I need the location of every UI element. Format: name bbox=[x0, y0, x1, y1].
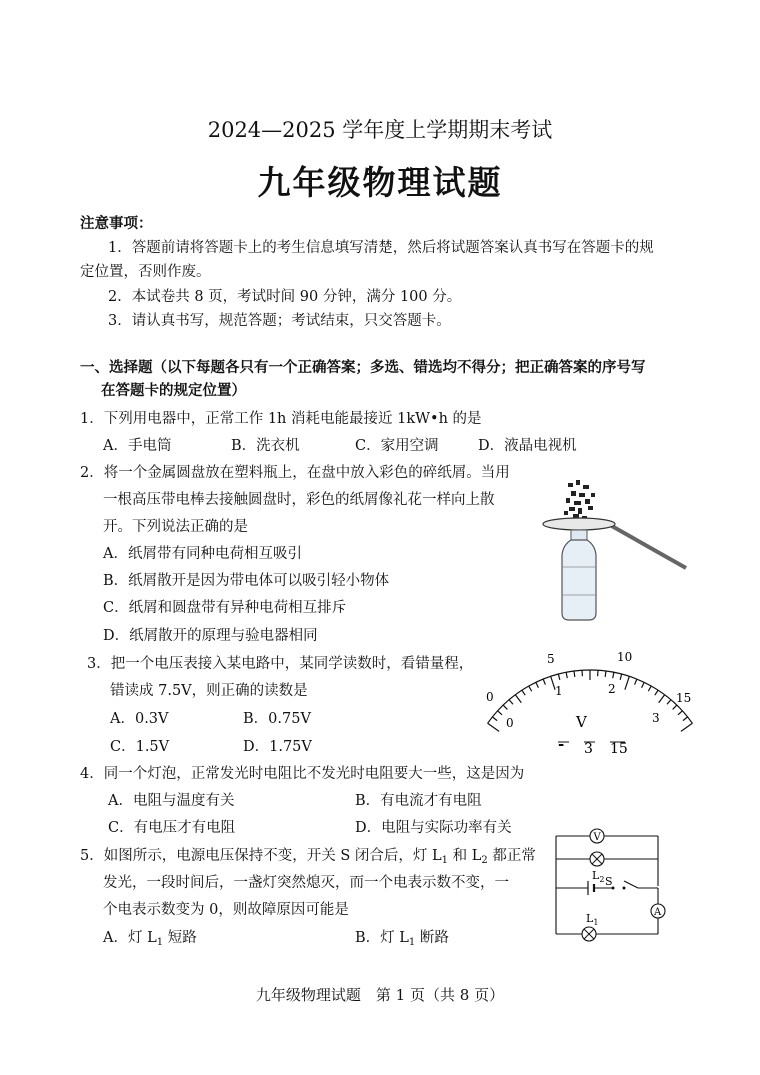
q4-option-a: A．电阻与温度有关 bbox=[108, 793, 235, 809]
charged-rod bbox=[610, 525, 686, 568]
question-5-stem-cont: 发光，一段时间后，一盏灯突然熄灭，而一个电表示数不变，一 bbox=[103, 875, 509, 891]
question-1-stem: 1．下列用电器中，正常工作 1h 消耗电能最接近 1kW•h 的是 bbox=[80, 411, 482, 427]
q2-option-b: B．纸屑散开是因为带电体可以吸引轻小物体 bbox=[103, 573, 390, 589]
inner-label-2: 2 bbox=[608, 682, 616, 696]
q3-option-c: C．1.5V bbox=[110, 739, 170, 755]
dial-scale bbox=[488, 670, 693, 731]
dial-tick bbox=[667, 700, 671, 705]
notice-heading: 注意事项： bbox=[80, 215, 153, 232]
dial-tick bbox=[605, 671, 606, 677]
dial-tick bbox=[648, 686, 651, 691]
bottle-disc-figure bbox=[538, 475, 693, 625]
dial-tick bbox=[536, 682, 539, 687]
question-2-stem-cont: 一根高压带电棒去接触圆盘时，彩色的纸屑像礼花一样向上散 bbox=[103, 492, 495, 508]
dial-tick bbox=[566, 672, 567, 678]
inner-label-3: 3 bbox=[652, 711, 660, 725]
q3-option-a: A．0.3V bbox=[110, 711, 169, 727]
unit-label: V bbox=[576, 713, 587, 731]
question-3-stem-cont: 错读成 7.5V，则正确的读数是 bbox=[110, 683, 308, 699]
question-5-stem-end: 个电表示数变为 0，则故障原因可能是 bbox=[103, 902, 349, 918]
question-4-stem: 4．同一个灯泡，正常发光时电阻比不发光时电阻要大一些，这是因为 bbox=[80, 766, 525, 782]
question-5-stem: 5．如图所示，电源电压保持不变，开关 S 闭合后，灯 $L_1$ 和 $L_2$ 都正常 bbox=[80, 848, 536, 866]
q1-option-d: D．液晶电视机 bbox=[478, 438, 577, 454]
switch-label: S bbox=[605, 875, 613, 888]
dial-tick bbox=[681, 723, 692, 731]
confetti-pieces bbox=[564, 480, 595, 520]
dial-tick bbox=[492, 717, 497, 721]
q1-option-b: B．洗衣机 bbox=[231, 438, 300, 454]
q2-option-c: C．纸屑和圆盘带有异种电荷相互排斥 bbox=[103, 600, 347, 616]
lamp-2-symbol bbox=[590, 852, 604, 866]
voltmeter-dial-figure bbox=[480, 645, 695, 760]
dial-tick bbox=[543, 679, 545, 685]
q5-option-a: A．灯 $L_1$ 短路 bbox=[103, 930, 197, 948]
notice-item-2: 2．本试卷共 8 页，考试时间 90 分钟，满分 100 分。 bbox=[108, 289, 462, 305]
dial-tick bbox=[625, 676, 629, 689]
dial-tick bbox=[613, 672, 614, 678]
inner-label-1: 1 bbox=[555, 684, 563, 698]
q4-option-b: B．有电流才有电阻 bbox=[355, 793, 482, 809]
dial-tick bbox=[522, 690, 525, 695]
exam-title: 2024—2025 学年度上学期期末考试 bbox=[207, 118, 553, 142]
terminal-3: 3 bbox=[584, 741, 593, 757]
notice-item-1: 1．答题前请将答题卡上的考生信息填写清楚，然后将试题答案认真书写在答题卡的规 bbox=[108, 240, 654, 256]
section-heading: 一、选择题（以下每题各只有一个正确答案；多选、错选均不得分；把正确答案的序号写 bbox=[80, 359, 646, 376]
q5-option-b: B．灯 $L_1$ 断路 bbox=[355, 930, 449, 948]
dial-tick bbox=[673, 705, 677, 709]
q1-option-c: C．家用空调 bbox=[355, 438, 439, 454]
dial-tick bbox=[529, 686, 532, 691]
dial-tick bbox=[659, 695, 665, 703]
lamp-1-label: $L_1$ bbox=[586, 912, 599, 927]
terminal-minus: - bbox=[558, 735, 565, 753]
dial-tick bbox=[488, 723, 499, 731]
plastic-bottle bbox=[562, 540, 596, 620]
dial-tick bbox=[503, 705, 507, 709]
dial-tick bbox=[635, 679, 637, 685]
voltmeter-label: V bbox=[593, 832, 601, 843]
lamp-2-label: $L_2$ bbox=[592, 869, 605, 884]
q3-option-b: B．0.75V bbox=[243, 711, 311, 727]
outer-label-5: 5 bbox=[547, 652, 555, 666]
battery-symbol bbox=[588, 881, 594, 895]
outer-label-0: 0 bbox=[486, 690, 494, 704]
notice-item-1-cont: 定位置，否则作废。 bbox=[80, 264, 211, 280]
circuit-diagram bbox=[550, 826, 670, 944]
section-heading-cont: 在答题卡的规定位置） bbox=[101, 382, 246, 399]
inner-label-0: 0 bbox=[506, 716, 514, 730]
q1-option-a: A．手电筒 bbox=[103, 438, 172, 454]
page-footer: 九年级物理试题 第 1 页（共 8 页） bbox=[255, 986, 505, 1004]
question-2-stem: 2．将一个金属圆盘放在塑料瓶上，在盘中放入彩色的碎纸屑。当用 bbox=[80, 465, 510, 481]
dial-tick bbox=[642, 682, 645, 687]
q4-option-c: C．有电压才有电阻 bbox=[108, 820, 236, 836]
dial-tick bbox=[498, 711, 502, 715]
q2-option-d: D．纸屑散开的原理与验电器相同 bbox=[103, 628, 318, 644]
dial-tick bbox=[558, 674, 560, 680]
dial-tick bbox=[574, 671, 575, 677]
dial-tick bbox=[655, 690, 658, 695]
outer-label-15: 15 bbox=[676, 691, 692, 705]
subject-title: 九年级物理试题 bbox=[257, 163, 503, 202]
q4-option-d: D．电阻与实际功率有关 bbox=[355, 820, 512, 836]
dial-tick bbox=[620, 674, 622, 680]
notice-item-3: 3．请认真书写，规范答题；考试结束，只交答题卡。 bbox=[108, 313, 451, 329]
dial-tick bbox=[683, 717, 688, 721]
question-3-stem: 3．把一个电压表接入某电路中，某同学读数时，看错量程， bbox=[87, 656, 474, 672]
terminal-15: 15 bbox=[610, 741, 628, 757]
dial-tick bbox=[515, 695, 521, 703]
question-2-stem-end: 开。下列说法正确的是 bbox=[103, 519, 248, 535]
q2-option-a: A．纸屑带有同种电荷相互吸引 bbox=[103, 546, 302, 562]
metal-disc bbox=[543, 518, 615, 530]
dial-tick bbox=[509, 700, 513, 705]
ammeter-label: A bbox=[654, 907, 662, 918]
outer-label-10: 10 bbox=[617, 650, 633, 664]
dial-tick bbox=[678, 711, 682, 715]
lamp-1-symbol bbox=[582, 927, 596, 941]
q3-option-d: D．1.75V bbox=[243, 739, 312, 755]
